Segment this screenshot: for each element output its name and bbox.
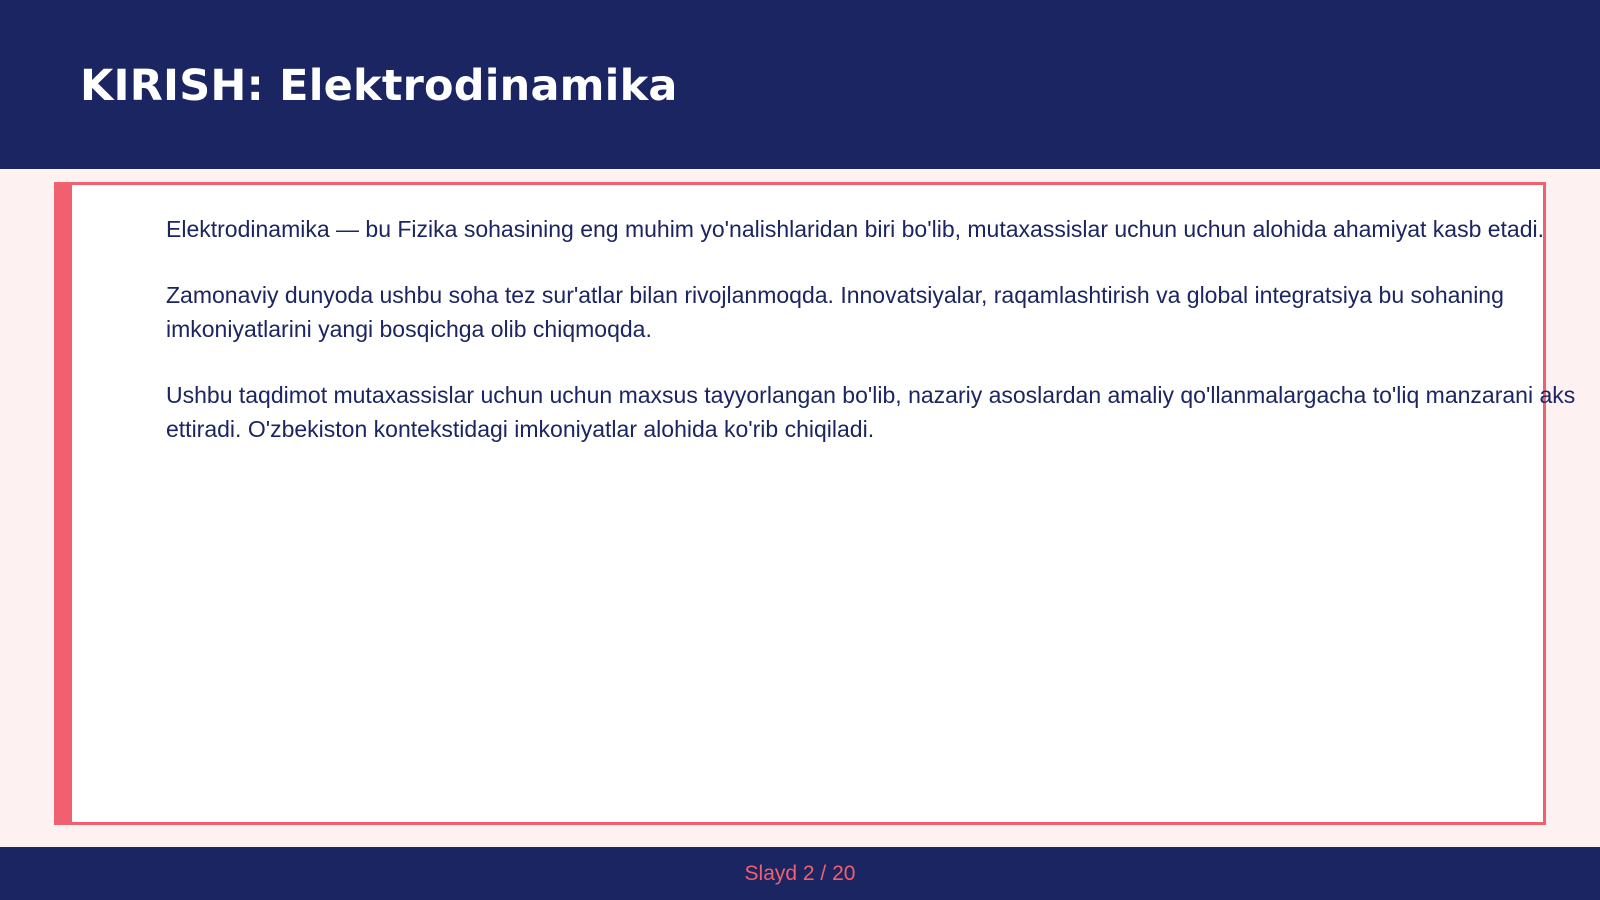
paragraph-presentation-purpose: Ushbu taqdimot mutaxassislar uchun uchun maxsus tayyorlangan bo'lib, nazariy asoslardan amaliy qo'llanmalargacha to'liq manzarani aks ettiradi. O'zbekiston kontekstidagi imkoniyatlar alohida ko'rib chiqiladi. [166, 382, 1576, 442]
paragraph-intro: Elektrodinamika — bu Fizika sohasining eng muhim yo'nalishlaridan biri bo'lib, mutaxassislar uchun uchun alohida ahamiyat kasb etadi. [166, 216, 1545, 242]
paragraph-modern-world: Zamonaviy dunyoda ushbu soha tez sur'atlar bilan rivojlanmoqda. Innovatsiyalar, raqamlashtirish va global integratsiya bu sohaning imkoniyatlarini yangi bosqichga olib chiqmoqda. [166, 282, 1504, 342]
slide-footer [0, 847, 1600, 900]
content-card [54, 182, 1576, 825]
slide-header [0, 0, 1600, 169]
content-body [166, 212, 1576, 478]
slide-title: KIRISH: Elektrodinamika [80, 61, 678, 111]
slide-number: Slayd 2 / 20 [744, 862, 856, 885]
